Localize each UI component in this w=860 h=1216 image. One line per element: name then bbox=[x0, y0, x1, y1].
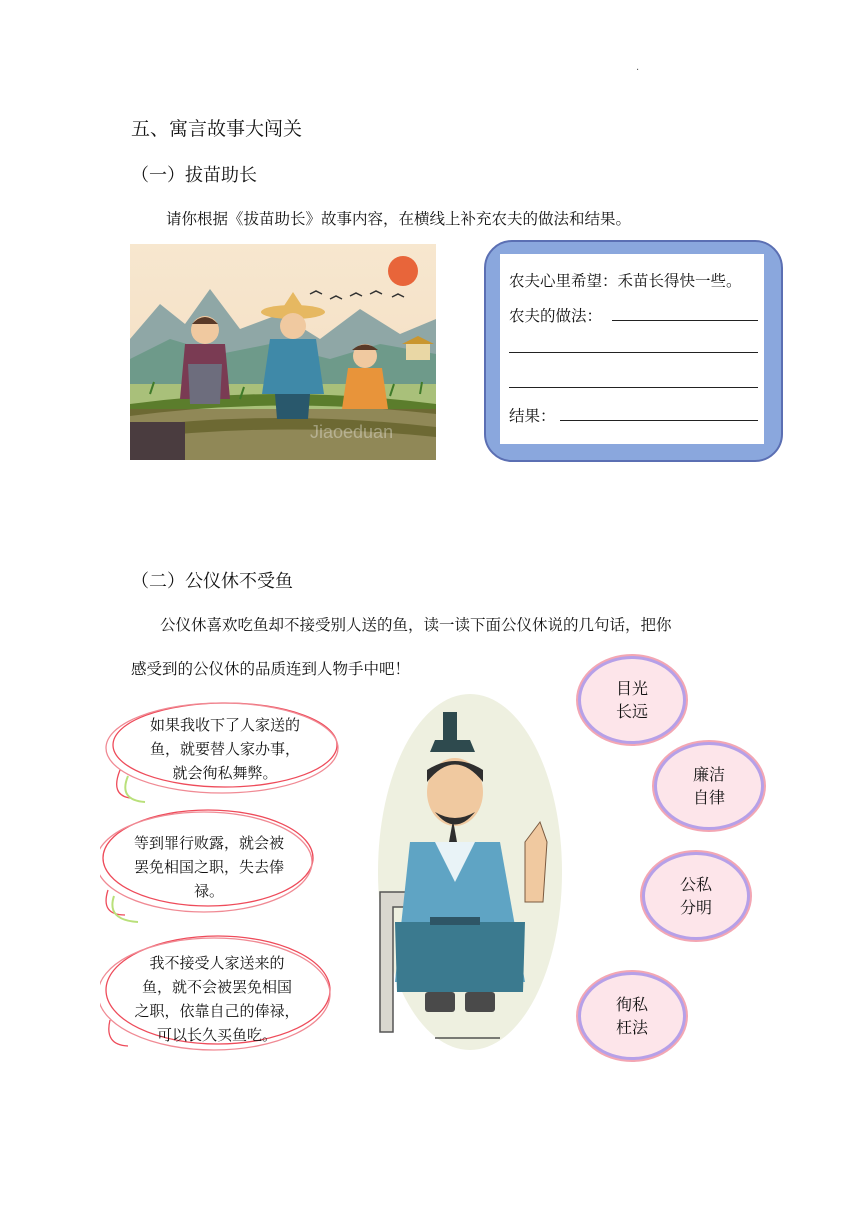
method-answer-line-3[interactable] bbox=[509, 387, 758, 388]
result-answer-line[interactable] bbox=[560, 420, 758, 421]
method-answer-line-1[interactable] bbox=[612, 320, 758, 321]
answer-box bbox=[484, 240, 783, 462]
quality2-line2: 自律 bbox=[692, 788, 725, 807]
quality3-line1: 公私 bbox=[679, 875, 712, 894]
section-title: 五、寓言故事大闯关 bbox=[131, 118, 303, 140]
bubble2-line3: 禄。 bbox=[193, 882, 224, 900]
quality4-line1: 徇私 bbox=[615, 995, 648, 1014]
bubble3-line2: 鱼，就不会被罢免相国 bbox=[141, 978, 292, 996]
farmer-illustration bbox=[130, 244, 436, 460]
bubble1-line2: 鱼，就要替人家办事， bbox=[149, 740, 300, 758]
bubble2-line1: 等到罪行败露，就会被 bbox=[133, 834, 284, 852]
sun-icon bbox=[388, 256, 418, 286]
quality-circle-3[interactable] bbox=[642, 852, 750, 940]
box-line1: 农夫心里希望：禾苗长得快一些。 bbox=[509, 272, 742, 290]
bubble1-line1: 如果我收下了人家送的 bbox=[149, 716, 300, 734]
quality2-line1: 廉洁 bbox=[692, 765, 725, 784]
part1-instruction: 请你根据《拔苗助长》故事内容，在横线上补充农夫的做法和结果。 bbox=[166, 210, 632, 228]
quality-circle-2[interactable] bbox=[654, 742, 764, 830]
quality4-line2: 枉法 bbox=[615, 1018, 648, 1037]
part2-instruction-line1: 公仪休喜欢吃鱼却不接受别人送的鱼，读一读下面公仪休说的几句话，把你 bbox=[160, 616, 672, 634]
box-method-label: 农夫的做法： bbox=[509, 307, 603, 325]
bubble3-line3: 之职，依靠自己的俸禄， bbox=[134, 1002, 300, 1020]
box-result-label: 结果： bbox=[509, 407, 556, 425]
bubble3-line4: 可以长久买鱼吃。 bbox=[156, 1026, 277, 1044]
gongyi-xiu-figure bbox=[375, 692, 565, 1052]
watermark-text: Jiaoeduan bbox=[310, 422, 394, 442]
quality-circle-4[interactable] bbox=[578, 972, 686, 1060]
speech-bubble-2 bbox=[112, 831, 306, 903]
speech-bubble-3 bbox=[113, 951, 321, 1047]
part2-title: （二）公仪休不受鱼 bbox=[131, 571, 293, 592]
bubble3-line1: 我不接受人家送来的 bbox=[149, 954, 285, 972]
quality3-line2: 分明 bbox=[679, 898, 712, 917]
quality-circle-1[interactable] bbox=[578, 656, 686, 744]
top-mark: . bbox=[636, 62, 640, 73]
speech-bubble-1 bbox=[130, 713, 320, 785]
quality1-line1: 目光 bbox=[615, 679, 648, 698]
bubble2-line2: 罢免相国之职，失去俸 bbox=[133, 858, 284, 876]
bubble1-line3: 就会徇私舞弊。 bbox=[172, 764, 278, 782]
part2-instruction-line2: 感受到的公仪休的品质连到人物手中吧！ bbox=[131, 660, 411, 678]
method-answer-line-2[interactable] bbox=[509, 352, 758, 353]
quality1-line2: 长远 bbox=[615, 702, 648, 721]
part1-title: （一）拔苗助长 bbox=[131, 165, 257, 186]
